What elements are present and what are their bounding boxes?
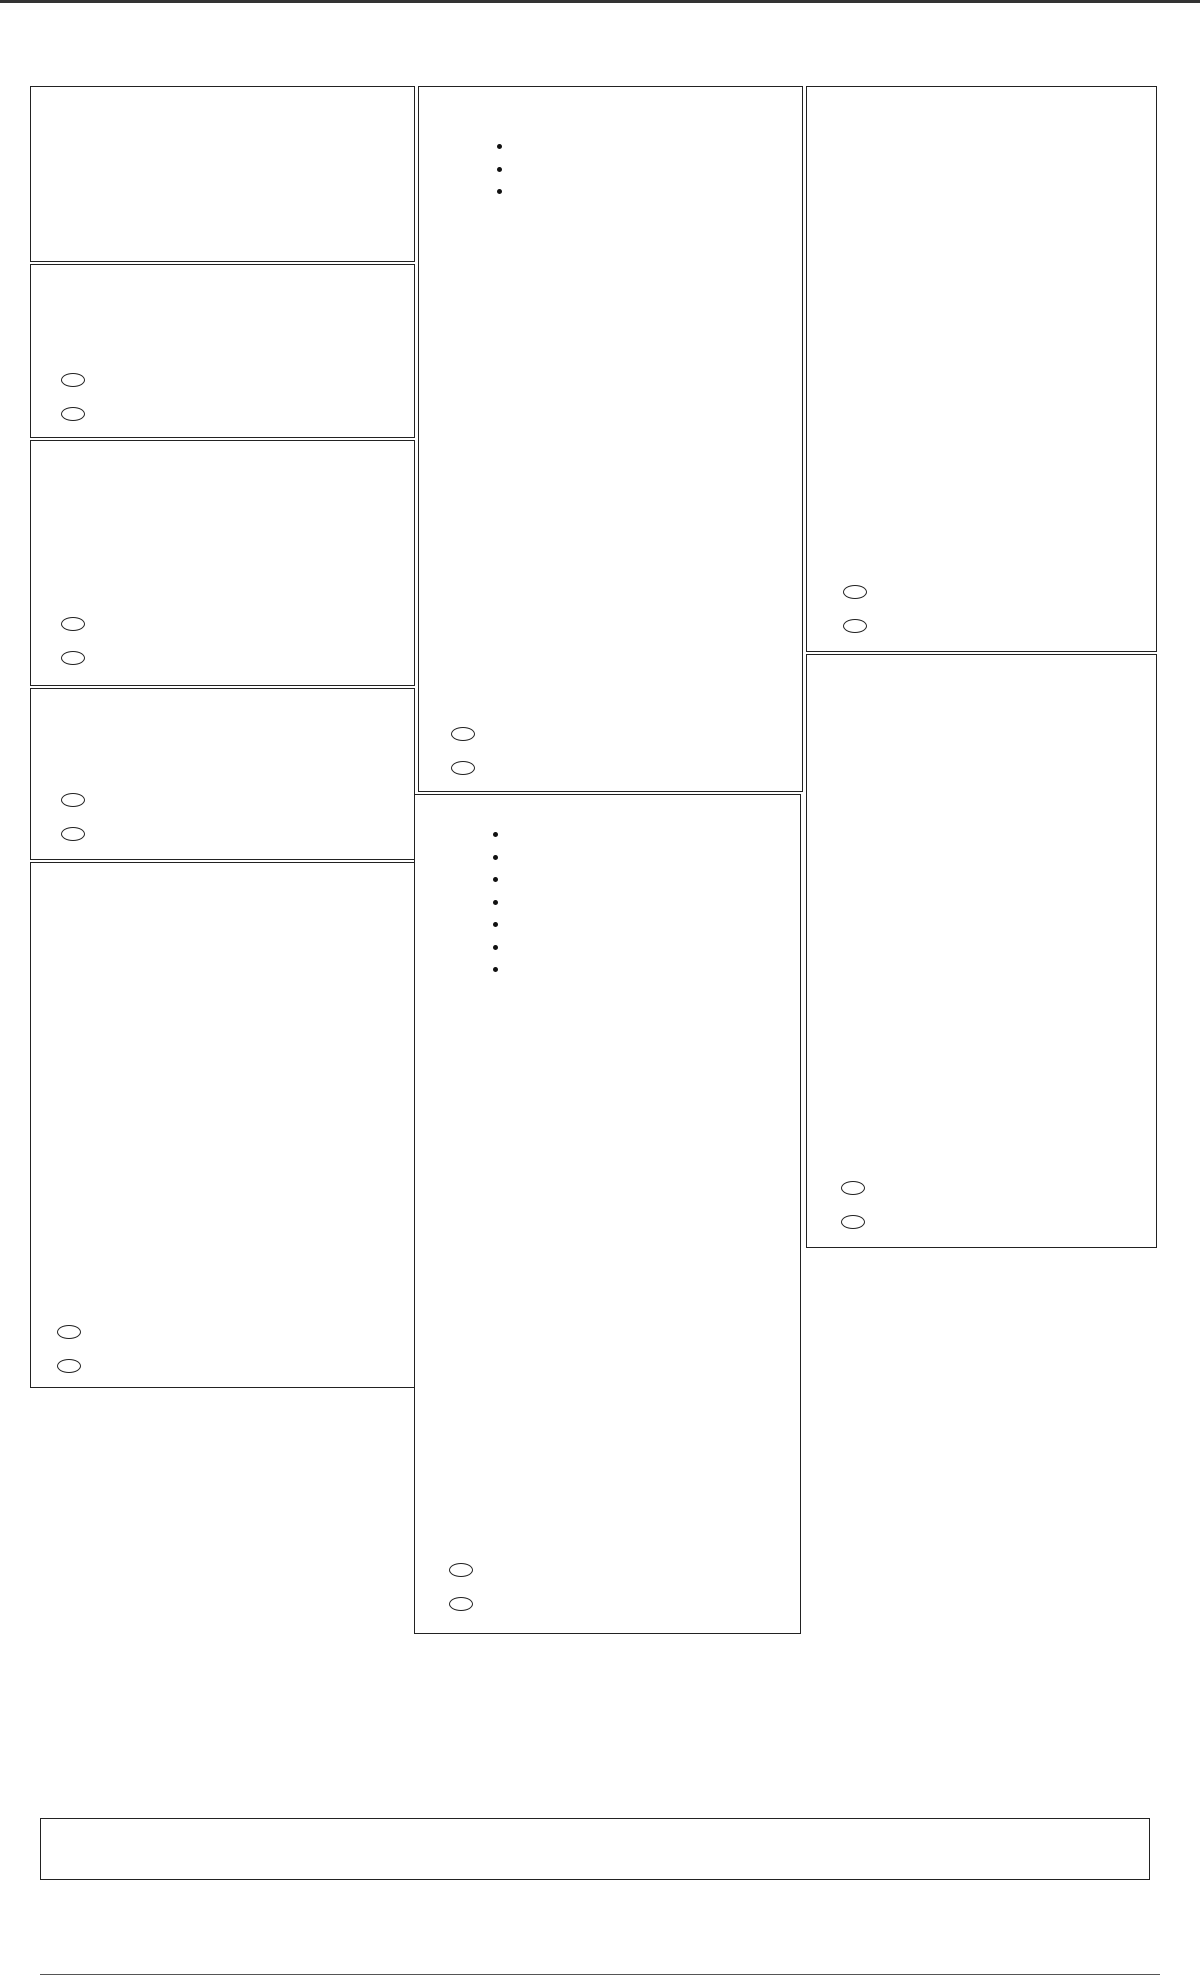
proposition-b-no[interactable]	[843, 619, 873, 633]
no-oval[interactable]	[449, 1597, 473, 1611]
no-oval[interactable]	[61, 407, 85, 421]
list-item	[509, 958, 792, 981]
amendment-4-no[interactable]	[451, 761, 481, 775]
proposition-b-box	[806, 86, 1157, 652]
lynch-yes[interactable]	[61, 617, 91, 631]
lynch-no[interactable]	[61, 651, 91, 665]
amendment-1-box	[30, 862, 415, 1388]
yes-oval[interactable]	[61, 373, 85, 387]
yes-oval[interactable]	[61, 793, 85, 807]
amendment-4-bullets	[427, 135, 794, 203]
breckenridge-yes[interactable]	[61, 373, 91, 387]
list-item	[509, 823, 792, 846]
no-oval[interactable]	[841, 1215, 865, 1229]
list-item	[513, 180, 794, 203]
bottom-timing-marks	[0, 1895, 1200, 1907]
proposition-b-yes[interactable]	[843, 585, 873, 599]
yes-oval[interactable]	[843, 585, 867, 599]
scan-top-edge	[0, 0, 1200, 3]
proposition-a-bullets	[423, 823, 792, 981]
list-item	[513, 158, 794, 181]
amendment-1-no[interactable]	[57, 1359, 87, 1373]
list-item	[513, 135, 794, 158]
amendment-4-box	[418, 86, 803, 792]
list-item	[509, 913, 792, 936]
proposition-c-yes[interactable]	[841, 1181, 871, 1195]
amendment-4-yes[interactable]	[451, 727, 481, 741]
no-oval[interactable]	[61, 827, 85, 841]
breckenridge-no[interactable]	[61, 407, 91, 421]
top-timing-marks	[0, 56, 1200, 66]
yes-oval[interactable]	[451, 727, 475, 741]
turn-over-box	[40, 1818, 1150, 1880]
scott-yes[interactable]	[61, 793, 91, 807]
proposition-a-yes[interactable]	[449, 1563, 479, 1577]
list-item	[509, 891, 792, 914]
right-timing-marks	[1160, 80, 1190, 1880]
list-item	[509, 846, 792, 869]
left-timing-marks	[0, 80, 20, 1880]
yes-oval[interactable]	[57, 1325, 81, 1339]
proposition-c-no[interactable]	[841, 1215, 871, 1229]
yes-oval[interactable]	[449, 1563, 473, 1577]
proposition-c-box	[806, 654, 1157, 1248]
proposition-a-box	[414, 794, 801, 1634]
amendment-1-yes[interactable]	[57, 1325, 87, 1339]
no-oval[interactable]	[61, 651, 85, 665]
appeals-lynch-box	[30, 440, 415, 686]
appeals-scott-box	[30, 688, 415, 860]
supreme-court-box	[30, 264, 415, 438]
yes-oval[interactable]	[841, 1181, 865, 1195]
list-item	[509, 936, 792, 959]
no-oval[interactable]	[843, 619, 867, 633]
judicial-header-box	[30, 86, 415, 262]
no-oval[interactable]	[57, 1359, 81, 1373]
yes-oval[interactable]	[61, 617, 85, 631]
scott-no[interactable]	[61, 827, 91, 841]
list-item	[509, 868, 792, 891]
no-oval[interactable]	[451, 761, 475, 775]
bottom-rule	[40, 1974, 1160, 1975]
proposition-a-no[interactable]	[449, 1597, 479, 1611]
